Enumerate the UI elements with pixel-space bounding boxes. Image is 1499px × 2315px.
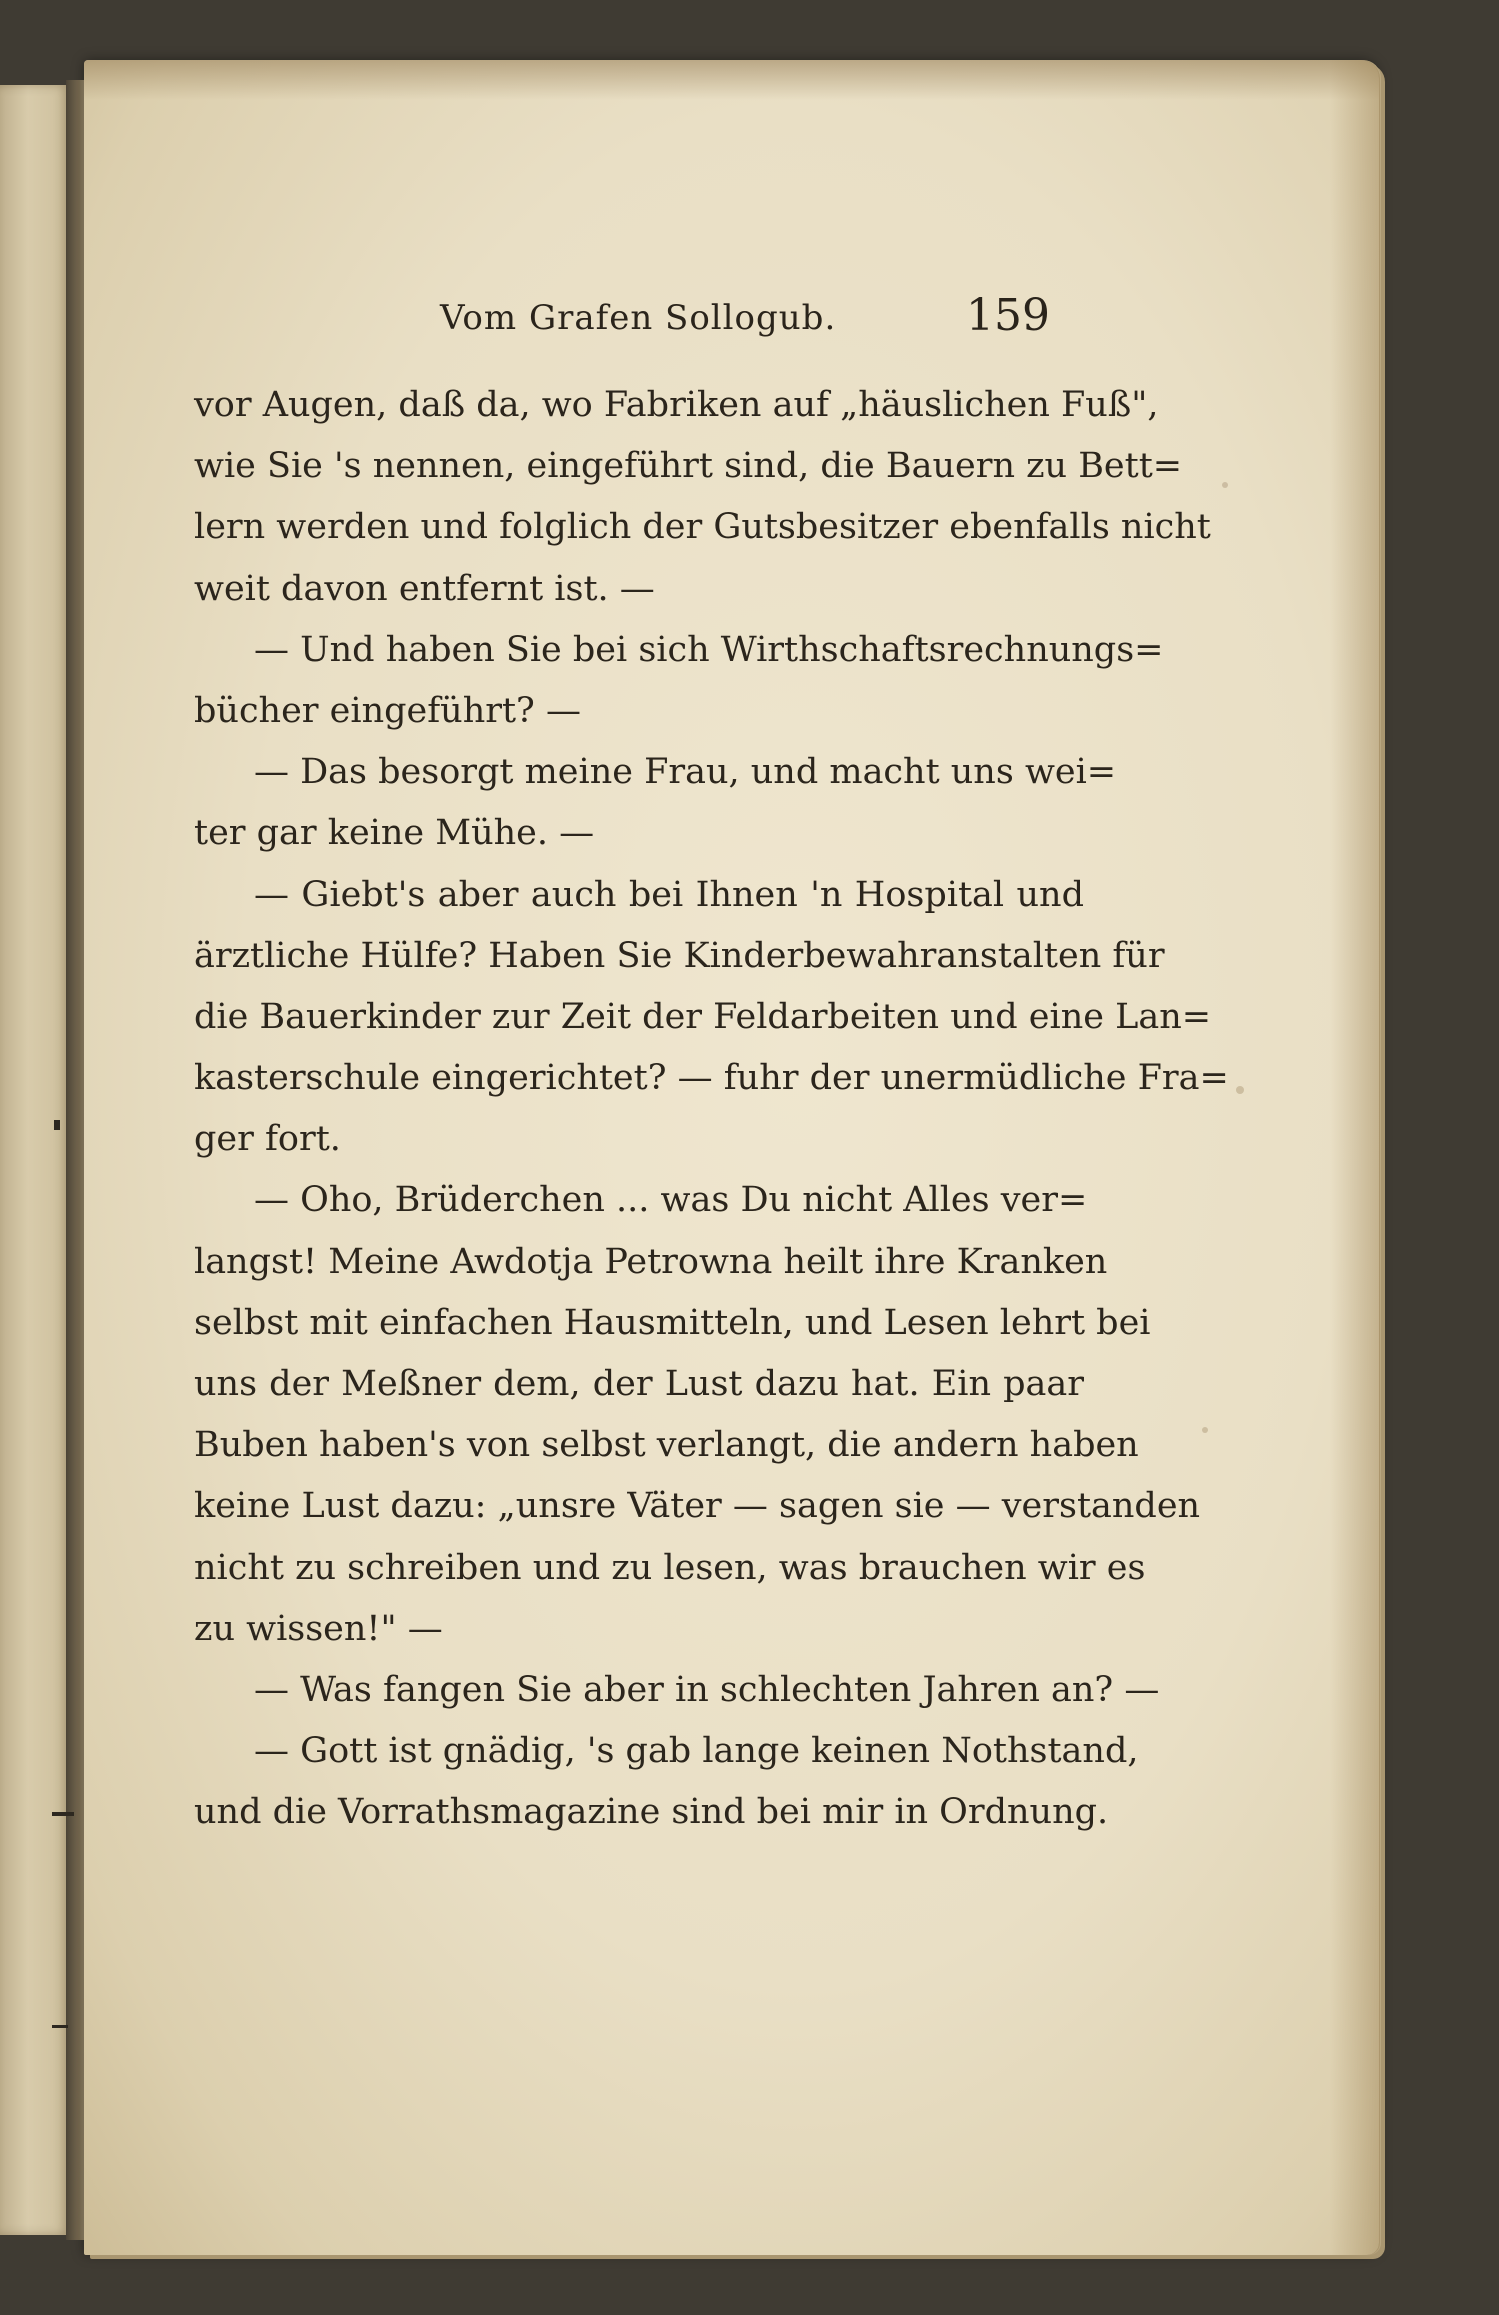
text-line: bücher eingeführt? — bbox=[194, 690, 581, 731]
text-line: kasterschule eingerichtet? — fuhr der unermüdliche Fra= bbox=[194, 1058, 1229, 1099]
text-line: nicht zu schreiben und zu lesen, was brauchen wir es bbox=[194, 1547, 1146, 1588]
text-line: — Und haben Sie bei sich Wirthschaftsrechnungs= bbox=[254, 629, 1164, 670]
text-line: ger fort. bbox=[194, 1119, 341, 1160]
page-header bbox=[190, 290, 1070, 350]
text-line: — Was fangen Sie aber in schlechten Jahren an? — bbox=[254, 1669, 1160, 1710]
text-line: — Das besorgt meine Frau, und macht uns wei= bbox=[254, 752, 1117, 793]
running-title: Vom Grafen Sollogub. bbox=[440, 298, 837, 338]
text-line: wie Sie 's nennen, eingeführt sind, die Bauern zu Bett= bbox=[194, 446, 1183, 487]
text-line: und die Vorrathsmagazine sind bei mir in Ordnung. bbox=[194, 1792, 1109, 1833]
text-line: lern werden und folglich der Gutsbesitzer ebenfalls nicht bbox=[194, 507, 1211, 548]
body-text bbox=[194, 375, 1229, 1844]
text-line: Buben haben's von selbst verlangt, die andern haben bbox=[194, 1425, 1139, 1466]
text-line: langst! Meine Awdotja Petrowna heilt ihre Kranken bbox=[194, 1241, 1108, 1282]
text-line: die Bauerkinder zur Zeit der Feldarbeiten und eine Lan= bbox=[194, 996, 1212, 1037]
text-line: — Oho, Brüderchen ... was Du nicht Alles ver= bbox=[254, 1180, 1088, 1221]
text-line: — Gott ist gnädig, 's gab lange keinen Nothstand, bbox=[254, 1731, 1139, 1772]
facing-page-edge bbox=[0, 85, 72, 2235]
page-top-stain bbox=[84, 60, 1379, 100]
text-line: uns der Meßner dem, der Lust dazu hat. Ein paar bbox=[194, 1364, 1084, 1404]
text-line: weit davon entfernt ist. — bbox=[194, 568, 655, 609]
text-line: zu wissen!" — bbox=[194, 1608, 443, 1649]
text-line: ärztliche Hülfe? Haben Sie Kinderbewahranstalten für bbox=[194, 935, 1165, 976]
text-line: vor Augen, daß da, wo Fabriken auf „häuslichen Fuß", bbox=[194, 385, 1159, 425]
page-right-stain bbox=[1330, 60, 1380, 2255]
text-line: selbst mit einfachen Hausmitteln, und Lesen lehrt bei bbox=[194, 1302, 1151, 1343]
text-line: ter gar keine Mühe. — bbox=[194, 813, 595, 854]
page-number: 159 bbox=[966, 290, 1050, 341]
text-line: — Giebt's aber auch bei Ihnen 'n Hospital und bbox=[254, 874, 1084, 915]
text-line: keine Lust dazu: „unsre Väter — sagen sie — verstanden bbox=[194, 1486, 1201, 1527]
